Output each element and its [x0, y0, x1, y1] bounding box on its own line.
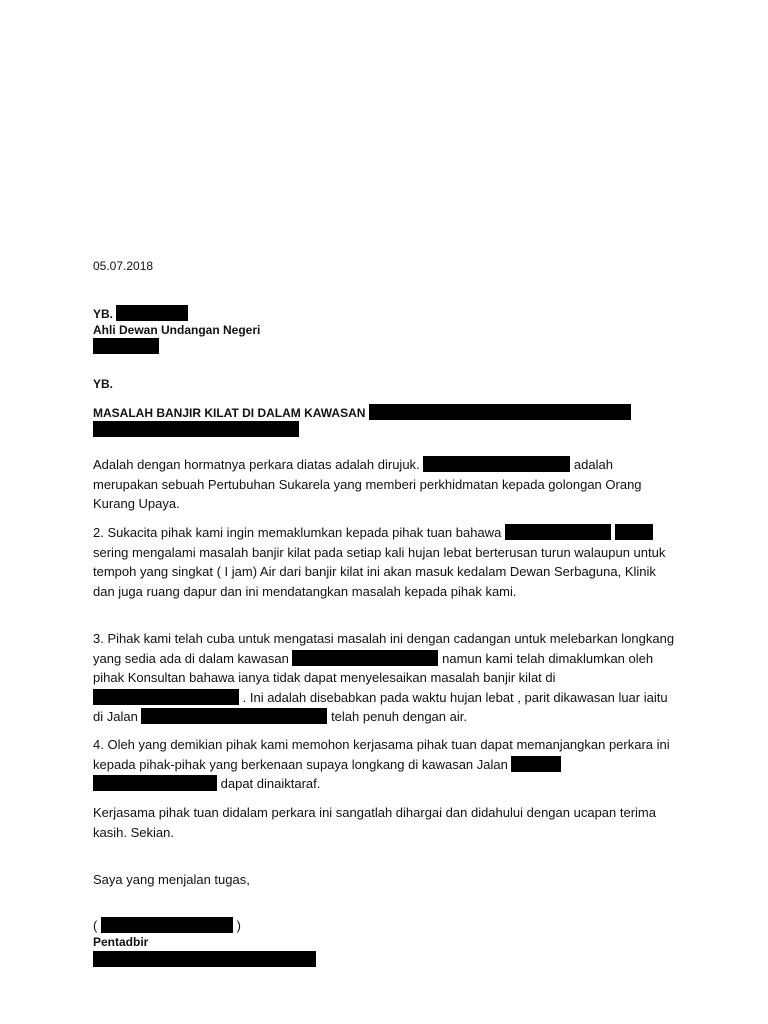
signature-organization-line: [93, 951, 316, 968]
redaction-bar: [93, 951, 316, 967]
paragraph-text: Adalah dengan hormatnya perkara diatas adalah dirujuk.: [93, 457, 420, 472]
paragraph-text: 4. Oleh yang demikian pihak kami memohon kerjasama pihak tuan dapat memanjangkan perkara ini kepada pihak-pihak yang berkenaan supaya longkang di kawasan Jalan: [93, 737, 670, 772]
recipient-address-line: [93, 338, 159, 355]
paragraph-text: Kerjasama pihak tuan didalam perkara ini sangatlah dihargai dan didahului dengan ucapan terima kasih. Sekian.: [93, 805, 656, 840]
signature-open-paren: (: [93, 918, 98, 933]
paragraph-3: [93, 629, 678, 727]
redaction-bar: [505, 524, 611, 540]
paragraph-5: [93, 803, 678, 842]
signature-close-paren: ): [236, 918, 241, 933]
subject-text: MASALAH BANJIR KILAT DI DALAM KAWASAN: [93, 406, 366, 420]
paragraph-text: . Ini adalah disebabkan pada waktu hujan lebat , parit dikawasan luar iaitu di Jalan: [93, 689, 668, 724]
redaction-bar: [116, 305, 188, 321]
recipient-salutation: YB.: [93, 307, 114, 321]
signature-name-line: [93, 917, 241, 934]
letter-greeting: YB.: [93, 377, 114, 391]
redaction-bar: [615, 524, 653, 540]
redaction-bar: [93, 338, 159, 354]
redaction-bar: [423, 456, 570, 472]
letter-closing: Saya yang menjalan tugas,: [93, 872, 250, 887]
paragraph-text: telah penuh dengan air.: [331, 709, 467, 724]
recipient-position: Ahli Dewan Undangan Negeri: [93, 323, 261, 337]
paragraph-text: adalah merupakan sebuah Pertubuhan Sukarela yang memberi perkhidmatan kepada golongan Orang Kurang Upaya.: [93, 457, 642, 511]
paragraph-text: sering mengalami masalah banjir kilat pada setiap kali hujan lebat berterusan turun walaupun untuk tempoh yang singkat ( I jam) Air dari banjir kilat ini akan masuk kedalam Dewan Serbaguna, Klinik dan juga ruang dapur dan ini mendatangkan masalah kepada pihak kami.: [93, 544, 666, 599]
paragraph-text: namun kami telah dimaklumkan oleh pihak Konsultan bahawa ianya tidak dapat menyelesaikan masalah banjir kilat di: [93, 650, 654, 685]
signature-title: Pentadbir: [93, 935, 149, 949]
redaction-bar: [511, 756, 561, 772]
paragraph-1: [93, 455, 678, 514]
redaction-bar: [369, 404, 631, 420]
paragraph-2: [93, 523, 678, 601]
letter-date: 05.07.2018: [93, 259, 154, 273]
paragraph-text: 3. Pihak kami telah cuba untuk mengatasi masalah ini dengan cadangan untuk melebarkan longkang yang sedia ada di dalam kawasan: [93, 631, 675, 666]
letter-subject: [93, 404, 631, 421]
paragraph-text: 2. Sukacita pihak kami ingin memaklumkan kepada pihak tuan bahawa: [93, 525, 502, 540]
redaction-bar: [93, 775, 217, 791]
redaction-bar: [141, 708, 327, 724]
redaction-bar: [93, 689, 239, 705]
redaction-bar: [93, 421, 299, 437]
recipient-line: [93, 305, 188, 322]
redaction-bar: [292, 650, 438, 666]
subject-continuation: [93, 421, 299, 438]
paragraph-text: dapat dinaiktaraf.: [220, 776, 321, 791]
paragraph-4: [93, 735, 678, 794]
redaction-bar: [101, 917, 233, 933]
